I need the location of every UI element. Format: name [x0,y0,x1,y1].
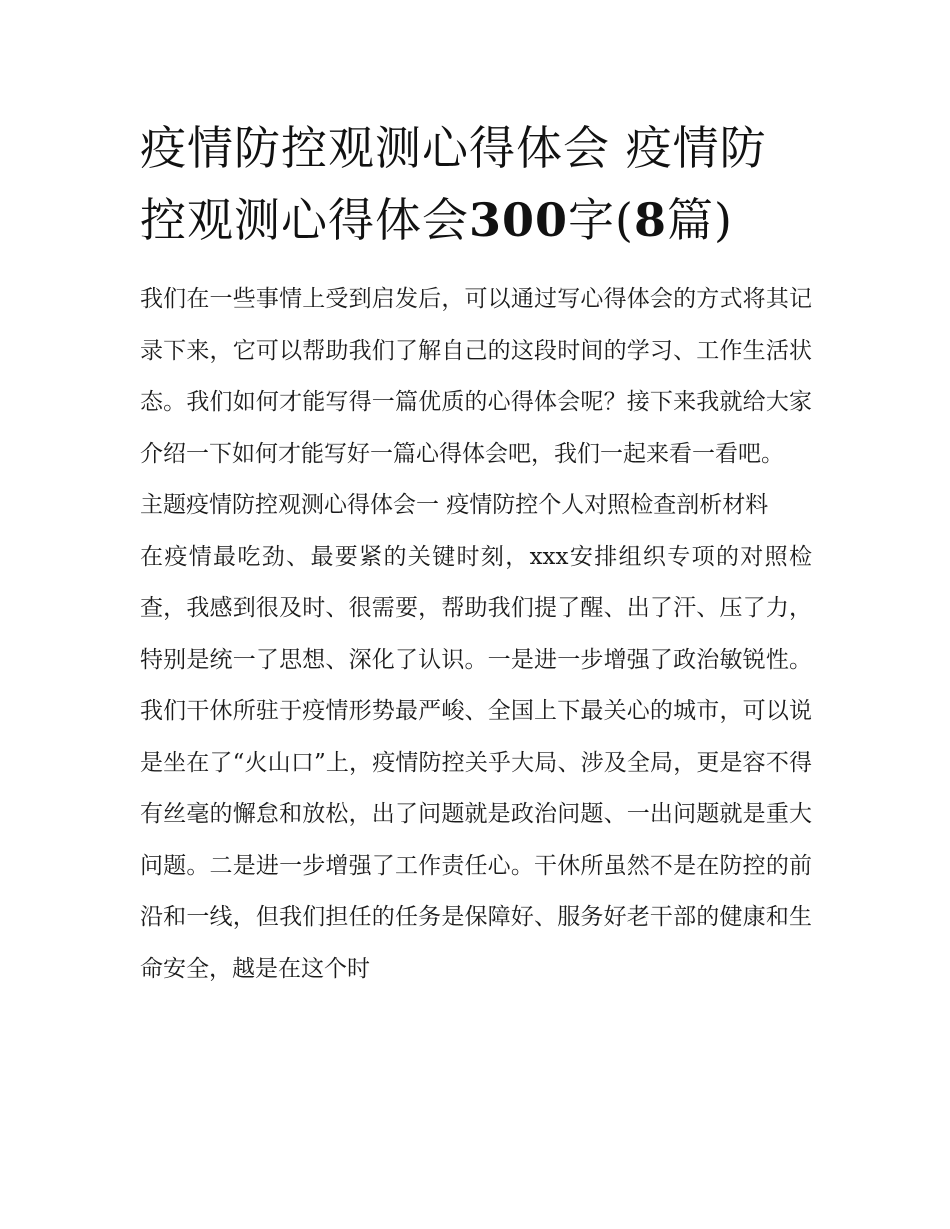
title-number: 300 [469,193,569,247]
title-text-part3: 篇) [667,193,733,247]
title-text-part1: 疫情防控观测心得体会 疫情防控观测心得体会 [140,121,767,247]
body-paragraph: 在疫情最吃劲、最要紧的关键时刻，xxx安排组织专项的对照检查，我感到很及时、很需要，帮助我们提了醒、出了汗、压了力，特别是统一了思想、深化了认识。一是进一步增强了政治敏锐性。我们干休所驻于疫情形势最严峻、全国上下最关心的城市，可以说是坐在了“火山口”上，疫情防控关乎大局、涉及全局，更是容不得有丝毫的懈怠和放松，出了问题就是政治问题、一出问题就是重大问题。二是进一步增强了工作责任心。干休所虽然不是在防控的前沿和一线，但我们担任的任务是保障好、服务好老干部的健康和生命安全，越是在这个时 [140,543,812,982]
intro-paragraph: 我们在一些事情上受到启发后，可以通过写心得体会的方式将其记录下来，它可以帮助我们了解自己的这段时间的学习、工作生活状态。我们如何才能写得一篇优质的心得体会呢？接下来我就给大家介绍一下如何才能写好一篇心得体会吧，我们一起来看一看吧。 [140,286,812,467]
section-heading: 主题疫情防控观测心得体会一 疫情防控个人对照检查剖析材料 [140,492,769,518]
document-page [140,112,812,995]
title-text-part2: 字( [568,193,634,247]
document-title [140,112,812,256]
title-count: 8 [633,193,667,247]
